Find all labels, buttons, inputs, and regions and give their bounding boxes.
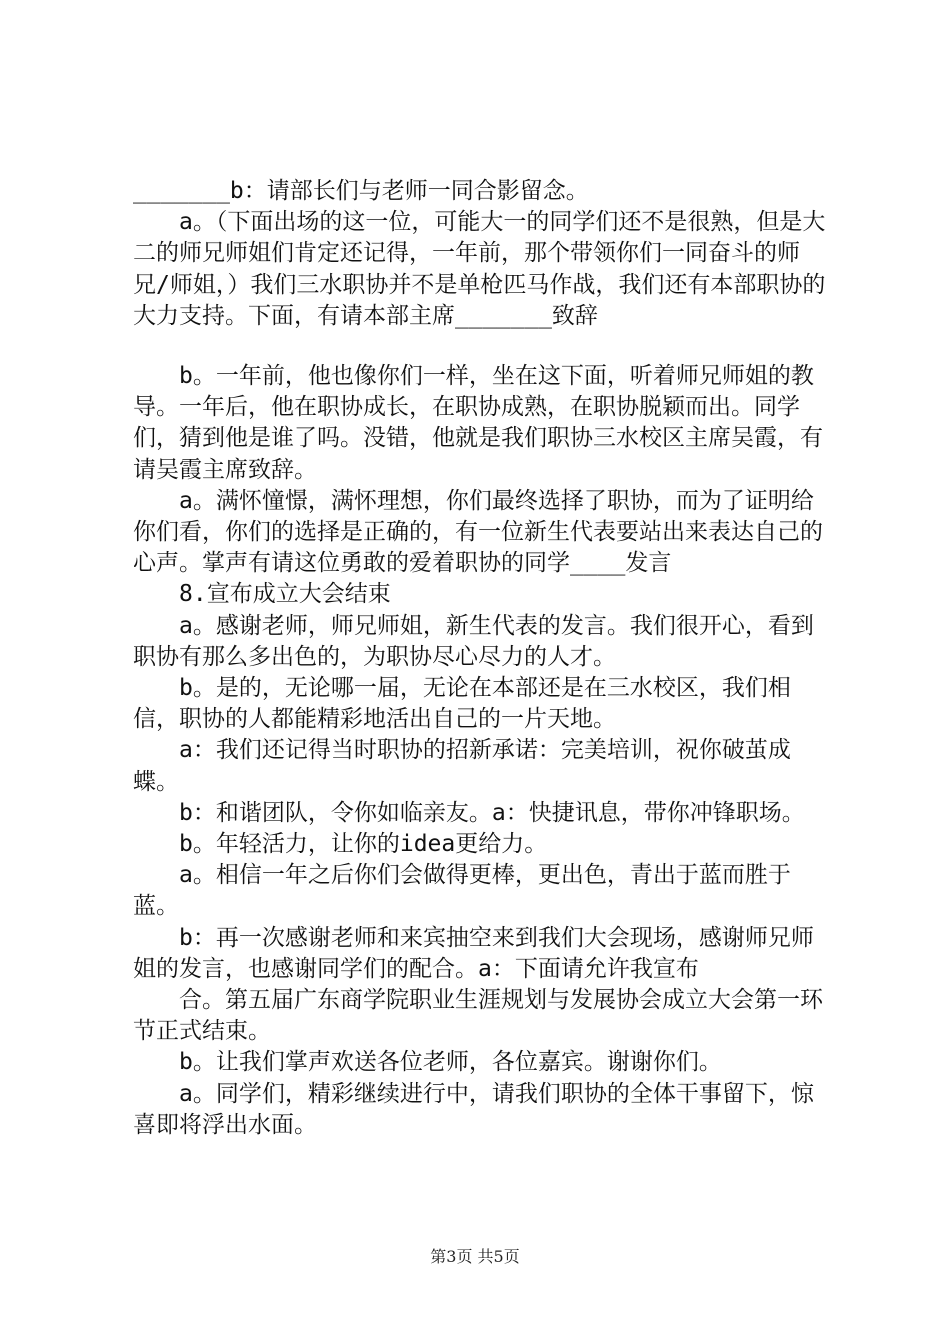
paragraph-headquarters-speech: a。（下面出场的这一位，可能大一的同学们还不是很熟，但是大二的师兄师姐们肯定还记得，一年前，那个带领你们一同奋斗的师兄/师姐，）我们三水职协并不是单枪匹马作战，我们还有本部职协的大力支持。下面，有请本部主席_______致辞 [133,209,826,329]
paragraph-promise-2: b：和谐团队，令你如临亲友。a：快捷讯息，带你冲锋职场。 [179,799,805,826]
paragraph-promise-3: b。年轻活力，让你的idea更给力。 [179,831,548,858]
document-body [133,176,833,1141]
paragraph-campus-chair: b。一年前，他也像你们一样，坐在这下面，听着师兄师姐的教导。一年后，他在职协成长，在职协成熟，在职协脱颖而出。同学们，猜到他是谁了吗。没错，他就是我们职协三水校区主席吴霞，有请吴霞主席致辞。 [133,363,823,483]
paragraph-farewell: b。让我们掌声欢送各位老师，各位嘉宾。谢谢你们。 [179,1049,722,1076]
paragraph-freshman-speech: a。满怀憧憬，满怀理想，你们最终选择了职协，而为了证明给你们看，你们的选择是正确的，有一位新生代表要站出来表达自己的心声。掌声有请这位勇敢的爱着职协的同学____发言 [133,487,823,577]
paragraph-thanks: a。感谢老师，师兄师姐，新生代表的发言。我们很开心，看到职协有那么多出色的，为职协尽心尽力的人才。 [133,612,814,670]
paragraph-promise-1: a：我们还记得当时职协的招新承诺：完美培训，祝你破茧成蝶。 [133,737,791,795]
section-heading: 8.宣布成立大会结束 [179,581,391,608]
paragraph-surprise: a。同学们，精彩继续进行中，请我们职协的全体干事留下，惊喜即将浮出水面。 [133,1080,814,1138]
paragraph-photo: _______b：请部长们与老师一同合影留念。 [133,178,589,204]
paragraph-future: a。相信一年之后你们会做得更棒，更出色，青出于蓝而胜于蓝。 [133,862,791,920]
page-number: 第3页 共5页 [430,1247,520,1266]
paragraph-belief: b。是的，无论哪一届，无论在本部还是在三水校区，我们相信，职协的人都能精彩地活出自己的一片天地。 [133,675,791,733]
paragraph-announcement: 合。第五届广东商学院职业生涯规划与发展协会成立大会第一环节正式结束。 [133,987,823,1045]
paragraph-closing-thanks: b：再一次感谢老师和来宾抽空来到我们大会现场，感谢师兄师姐的发言，也感谢同学们的配合。a：下面请允许我宣布 [133,924,814,982]
